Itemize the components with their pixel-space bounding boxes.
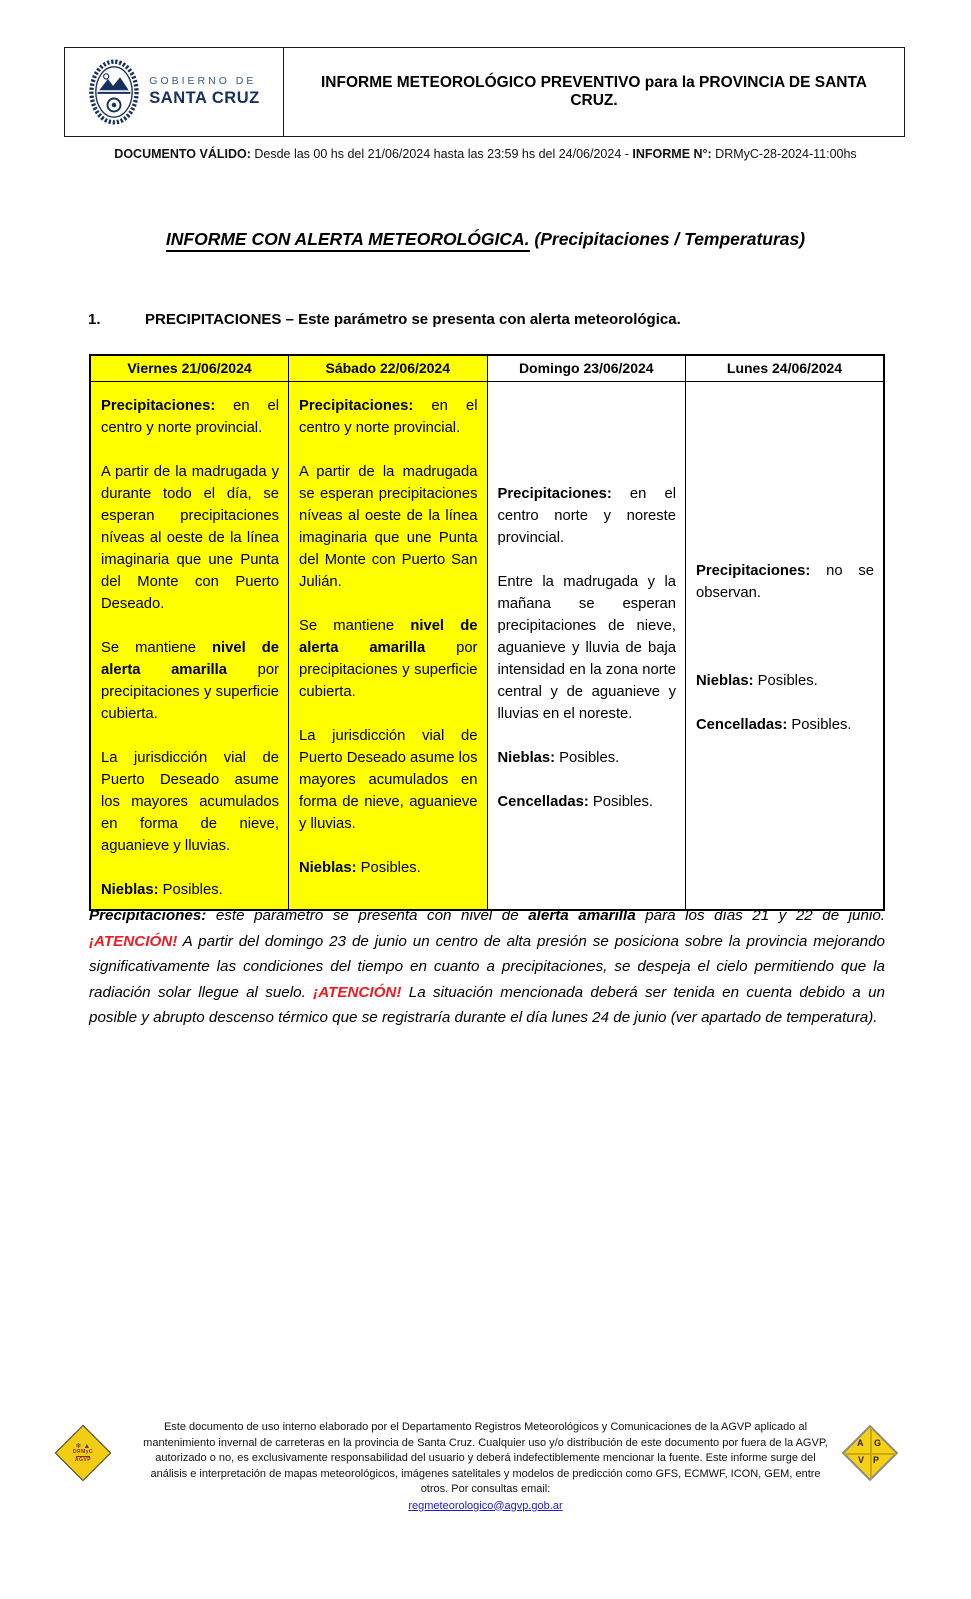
badge-snow-mountain-icon: ❄ ▲ (75, 1442, 91, 1450)
forecast-paragraph: Precipitaciones: en el centro y norte provincial. (299, 397, 478, 436)
validity-label: DOCUMENTO VÁLIDO: (114, 147, 251, 161)
badge-cross-line (870, 1427, 872, 1479)
summary-paragraph: Precipitaciones: este parámetro se presenta con nivel de alerta amarilla para los días 21 y 22 de junio. ¡ATENCIÓN! A partir del domingo 23 de junio un centro de alta presión se posiciona sobre la provincia mejorando significativamente las condiciones del tiempo en cuanto a precipitaciones, se despeja el cielo permitiendo que la radiación solar llegue al suelo. ¡ATENCIÓN! La situación mencionada deberá ser tenida en cuenta debido a un posible y abrupto descenso térmico que se registraría durante el día lunes 24 de junio (ver apartado de temperatura). (89, 907, 885, 1026)
section-1-heading (88, 311, 883, 328)
logo-gobierno-santa-cruz (65, 48, 284, 136)
report-number-label: INFORME N°: (632, 147, 712, 161)
footer-disclaimer: Este documento de uso interno elaborado por el Departamento Registros Meteorológicos y Comunicaciones de la AGVP aplicado al mantenimiento invernal de carreteras en la provincia de Santa Cruz. Cualquier uso y/o distribución de este documento por fuera de la AGVP, autorizado o no, es exclusivamente responsabilidad del usuario y deberá indefectiblemente mencionar la fuente. Este informe surge del análisis e interpretación de mapas meteorológicos, imágenes satelitales y modelos de predicción como GFS, ECMWF, ICON, GEM, entre otros. Por consultas email: (143, 1421, 828, 1495)
validity-line (0, 147, 971, 161)
badge-left-line1: DRMyC (72, 1449, 94, 1456)
forecast-cell-lunes (686, 381, 885, 910)
forecast-paragraph: Nieblas: Posibles. (101, 881, 223, 898)
forecast-cell-domingo (487, 381, 686, 910)
forecast-paragraph: Nieblas: Posibles. (299, 859, 421, 876)
forecast-body-row (90, 381, 884, 910)
footer (140, 1420, 831, 1514)
validity-range: Desde las 00 hs del 21/06/2024 hasta las 23:59 hs del 24/06/2024 - (250, 147, 633, 161)
forecast-paragraph: La jurisdicción vial de Puerto Deseado asume los mayores acumulados en forma de nieve, aguanieve y lluvias. (299, 727, 478, 832)
forecast-cell-viernes (90, 381, 289, 910)
forecast-paragraph: Precipitaciones: en el centro norte y noreste provincial. (497, 485, 676, 546)
badge-letter-a: A (857, 1438, 864, 1448)
drmyc-agvp-badge-icon (54, 1424, 112, 1482)
forecast-table (89, 354, 885, 911)
forecast-paragraph: A partir de la madrugada y durante todo el día, se esperan precipitaciones níveas al oeste de la línea imaginaria que une Punta del Monte con Puerto Deseado. (101, 463, 279, 612)
forecast-day-header-sabado: Sábado 22/06/2024 (289, 355, 488, 381)
agvp-badge-icon (841, 1424, 899, 1482)
header (64, 47, 905, 137)
forecast-paragraph: A partir de la madrugada se esperan precipitaciones níveas al oeste de la línea imaginaria que une Punta del Monte con Puerto San Julián. (299, 463, 478, 590)
section-1-text: PRECIPITACIONES – Este parámetro se presenta con alerta meteorológica. (145, 311, 681, 328)
forecast-paragraph: Nieblas: Posibles. (696, 672, 818, 689)
badge-letter-v: V (858, 1455, 865, 1465)
santa-cruz-crest-icon (88, 58, 140, 126)
badge-letter-p: P (873, 1455, 880, 1465)
badge-letter-g: G (874, 1438, 882, 1448)
forecast-paragraph: Entre la madrugada y la mañana se esperan precipitaciones de nieve, aguanieve y lluvia de baja intensidad en la zona norte central y de aguanieve y lluvias en el noreste. (497, 573, 676, 722)
forecast-header-row (90, 355, 884, 381)
forecast-paragraph: Cencelladas: Posibles. (497, 793, 653, 810)
page-title-underlined: INFORME CON ALERTA METEOROLÓGICA. (166, 229, 530, 252)
report-title: INFORME METEOROLÓGICO PREVENTIVO para la PROVINCIA DE SANTA CRUZ. (320, 74, 867, 109)
logo-line2: SANTA CRUZ (149, 89, 260, 108)
page-title (0, 229, 971, 250)
forecast-paragraph (696, 626, 874, 648)
report-number-value: DRMyC-28-2024-11:00hs (711, 147, 857, 161)
badge-left-content (54, 1424, 112, 1482)
logo-wordmark (149, 75, 259, 109)
forecast-paragraph: Nieblas: Posibles. (497, 749, 620, 766)
forecast-paragraph: Se mantiene nivel de alerta amarilla por precipitaciones y superficie cubierta. (299, 617, 478, 700)
forecast-paragraph: Se mantiene nivel de alerta amarilla por precipitaciones y superficie cubierta. (101, 639, 279, 722)
forecast-day-header-domingo: Domingo 23/06/2024 (487, 355, 686, 381)
logo-line1: GOBIERNO DE (149, 75, 257, 88)
forecast-day-header-viernes: Viernes 21/06/2024 (90, 355, 289, 381)
forecast-paragraph: La jurisdicción vial de Puerto Deseado asume los mayores acumulados en forma de nieve, aguanieve y lluvias. (101, 749, 279, 854)
section-1-number: 1. (88, 311, 101, 328)
contact-email-link[interactable]: regmeteorologico@agvp.gob.ar (408, 1499, 563, 1512)
forecast-day-header-lunes: Lunes 24/06/2024 (686, 355, 885, 381)
page-title-subtitle: (Precipitaciones / Temperaturas) (529, 229, 806, 249)
forecast-paragraph: Cencelladas: Posibles. (696, 716, 852, 733)
forecast-paragraph: Precipitaciones: en el centro y norte provincial. (101, 397, 279, 436)
footer-email-line (140, 1499, 831, 1515)
forecast-paragraph: Precipitaciones: no se observan. (696, 562, 874, 601)
forecast-cell-sabado (289, 381, 488, 910)
badge-left-line2: AGVP (74, 1456, 92, 1463)
